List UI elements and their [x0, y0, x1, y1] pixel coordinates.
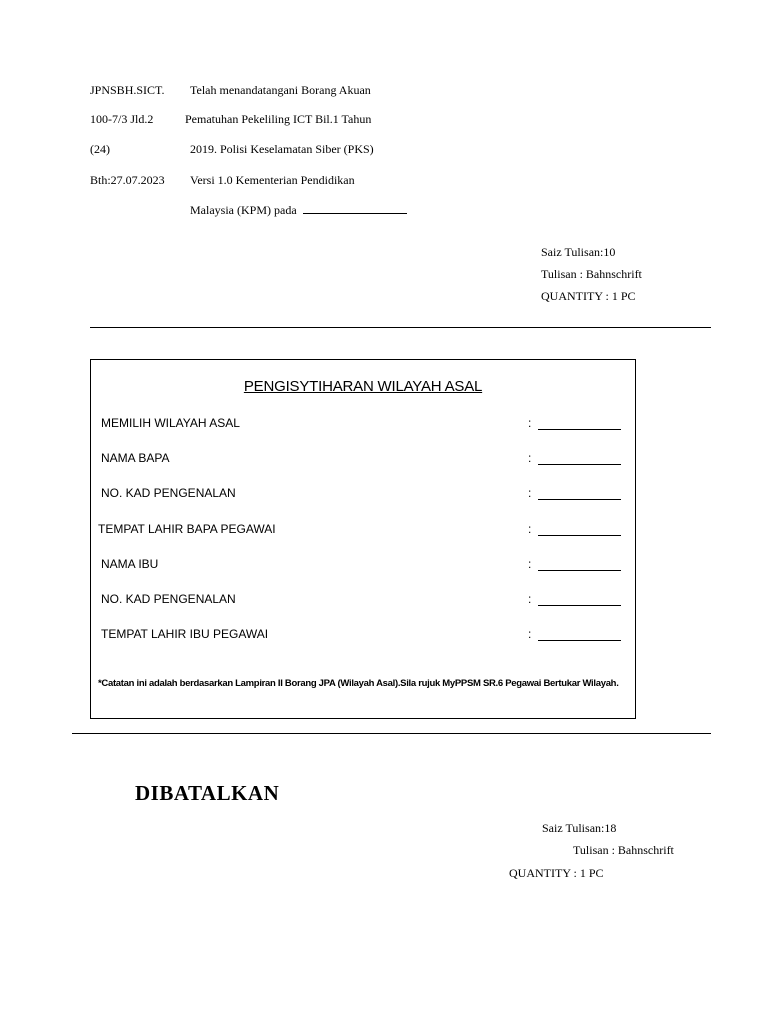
font-size-spec: Saiz Tulisan:10	[541, 245, 616, 259]
header-date-line	[190, 203, 407, 218]
form-colon: :	[528, 522, 532, 536]
form-answer-line	[538, 535, 621, 536]
form-row	[91, 416, 635, 436]
quantity-spec: QUANTITY : 1 PC	[541, 289, 636, 303]
form-colon: :	[528, 557, 532, 571]
header-text-line: 2019. Polisi Keselamatan Siber (PKS)	[190, 142, 374, 156]
form-row	[91, 592, 635, 612]
divider-line	[72, 733, 711, 734]
quantity-spec: QUANTITY : 1 PC	[509, 866, 604, 880]
ref-code-line: Bth:27.07.2023	[90, 173, 165, 187]
form-footnote: *Catatan ini adalah berdasarkan Lampiran II Borang JPA (Wilayah Asal).Sila rujuk MyPPSM SR.6 Pegawai Bertukar Wilayah.	[98, 678, 619, 689]
form-answer-line	[538, 464, 621, 465]
header-text-line: Malaysia (KPM) pada	[190, 203, 297, 217]
form-colon: :	[528, 416, 532, 430]
ref-code-line: 100-7/3 Jld.2	[90, 112, 154, 126]
date-blank-line	[303, 203, 407, 214]
form-row	[91, 522, 635, 542]
form-row	[91, 486, 635, 506]
form-row	[91, 627, 635, 647]
form-row	[91, 451, 635, 471]
divider-line	[90, 327, 711, 328]
form-label: NO. KAD PENGENALAN	[101, 592, 236, 606]
form-answer-line	[538, 605, 621, 606]
form-answer-line	[538, 499, 621, 500]
form-label: NO. KAD PENGENALAN	[101, 486, 236, 500]
font-name-spec: Tulisan : Bahnschrift	[541, 267, 642, 281]
form-colon: :	[528, 592, 532, 606]
header-text-line: Telah menandatangani Borang Akuan	[190, 83, 371, 97]
font-name-spec: Tulisan : Bahnschrift	[573, 843, 674, 857]
header-text-line: Pematuhan Pekeliling ICT Bil.1 Tahun	[185, 112, 372, 126]
form-answer-line	[538, 570, 621, 571]
header-text-line: Versi 1.0 Kementerian Pendidikan	[190, 173, 355, 187]
form-colon: :	[528, 627, 532, 641]
form-label: NAMA IBU	[101, 557, 159, 571]
form-label: MEMILIH WILAYAH ASAL	[101, 416, 240, 430]
font-size-spec: Saiz Tulisan:18	[542, 821, 617, 835]
form-label: NAMA BAPA	[101, 451, 170, 465]
cancelled-label: DIBATALKAN	[135, 781, 280, 805]
form-answer-line	[538, 640, 621, 641]
form-row	[91, 557, 635, 577]
ref-code-line: (24)	[90, 142, 110, 156]
form-answer-line	[538, 429, 621, 430]
ref-code-line: JPNSBH.SICT.	[90, 83, 165, 97]
form-title: PENGISYTIHARAN WILAYAH ASAL	[243, 378, 483, 395]
form-label: TEMPAT LAHIR BAPA PEGAWAI	[98, 522, 276, 536]
form-colon: :	[528, 451, 532, 465]
form-colon: :	[528, 486, 532, 500]
form-label: TEMPAT LAHIR IBU PEGAWAI	[101, 627, 269, 641]
declaration-form-box	[90, 359, 636, 719]
